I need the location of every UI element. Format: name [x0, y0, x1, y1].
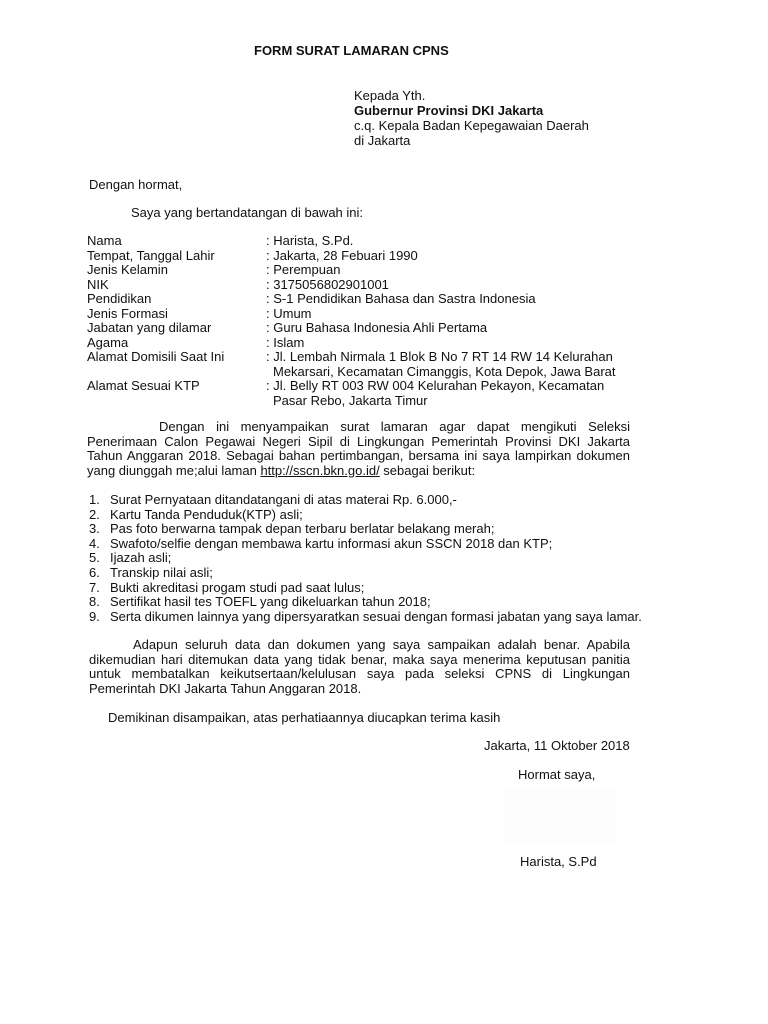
field-label: Jenis Formasi [87, 305, 168, 321]
list-item [89, 537, 642, 552]
list-text: Pas foto berwarna tampak depan terbaru berlatar belakang merah; [110, 521, 495, 537]
list-number: 2. [89, 506, 100, 522]
field-value: : Jakarta, 28 Febuari 1990 [266, 247, 418, 263]
field-value: : Guru Bahasa Indonesia Ahli Pertama [266, 320, 488, 335]
field-row [87, 263, 626, 278]
list-number: 4. [89, 535, 100, 551]
greeting: Dengan hormat, [89, 177, 183, 192]
signer-name: Harista, S.Pd [520, 854, 597, 869]
list-item [89, 522, 642, 537]
paragraph-text: sebagai berikut: [379, 462, 476, 478]
field-value: : 3175056802901001 [266, 276, 389, 292]
field-row [87, 321, 626, 336]
field-row [87, 350, 626, 379]
list-text: Swafoto/selfie dengan membawa kartu informasi akun SSCN 2018 dan KTP; [110, 535, 553, 551]
list-item [89, 610, 642, 625]
field-row [87, 278, 626, 293]
recipient-name: Gubernur Provinsi DKI Jakarta [354, 103, 544, 118]
intro-text: Saya yang bertandatangan di bawah ini: [131, 205, 364, 220]
closing-text: Demikinan disampaikan, atas perhatiaannya diucapkan terima kasih [108, 710, 501, 725]
field-label: Pendidikan [87, 291, 152, 306]
field-row [87, 379, 626, 408]
field-label: Nama [87, 233, 122, 248]
paragraph-text: Dengan ini menyampaikan surat lamaran agar dapat mengikuti Seleksi Penerimaan Calon Pegawai Negeri Sipil di Lingkungan Pemerintah Provinsi DKI Jakarta Tahun Anggaran 2018. Sebagai bahan pertimbangan, bersama ini saya lampirkan dokumen yang diunggah me;alui laman [87, 419, 630, 478]
field-row [87, 292, 626, 307]
field-value: : Harista, S.Pd. [266, 233, 354, 248]
list-item [89, 581, 642, 596]
recipient-line: di Jakarta [354, 133, 411, 148]
field-label: Jenis Kelamin [87, 262, 168, 277]
statement-paragraph [89, 638, 630, 696]
field-value-line: Mekarsari, Kecamatan Cimanggis, Kota Depok, Jawa Barat [273, 363, 616, 379]
field-value: : Umum [266, 305, 312, 321]
list-number: 1. [89, 492, 100, 507]
field-label: Jabatan yang dilamar [87, 320, 212, 335]
field-value [266, 350, 626, 379]
recipient-line: c.q. Kepala Badan Kepegawaian Daerah [354, 118, 589, 133]
list-item [89, 566, 642, 581]
applicant-fields [87, 234, 626, 408]
list-text: Transkip nilai asli; [110, 564, 213, 580]
field-value-line: Pasar Rebo, Jakarta Timur [273, 392, 428, 408]
list-text: Sertifikat hasil tes TOEFL yang dikeluarkan tahun 2018; [110, 594, 431, 610]
list-number: 9. [89, 608, 100, 624]
field-value-line: : Jl. Lembah Nirmala 1 Blok B No 7 RT 14 RW 14 Kelurahan [266, 349, 613, 364]
field-value [266, 379, 626, 408]
sign-off: Hormat saya, [518, 767, 596, 782]
paragraph-text: Adapun seluruh data dan dokumen yang saya sampaikan adalah benar. Apabila dikemudian hari ditemukan data yang tidak benar, maka saya menerima keputusan panitia untuk membatalkan keikutsertaan/kelulusan saya pada seleksi CPNS di Lingkungan Pemerintah DKI Jakarta Tahun Anggaran 2018. [89, 637, 630, 696]
list-text: Bukti akreditasi progam studi pad saat lulus; [110, 579, 365, 595]
field-label: Agama [87, 334, 129, 350]
list-text: Serta dikumen lainnya yang dipersyaratkan sesuai dengan formasi jabatan yang saya lamar. [110, 608, 642, 624]
application-paragraph [87, 420, 630, 478]
sscn-link[interactable]: http://sscn.bkn.go.id/ [260, 462, 380, 478]
list-text: Ijazah asli; [110, 550, 172, 566]
field-row [87, 234, 626, 249]
list-number: 8. [89, 594, 100, 610]
list-item [89, 595, 642, 610]
field-label: NIK [87, 276, 109, 292]
document-title: FORM SURAT LAMARAN CPNS [254, 43, 449, 58]
recipient-block [354, 89, 589, 149]
list-number: 5. [89, 550, 100, 566]
list-text: Surat Pernyataan ditandatangani di atas materai Rp. 6.000,- [110, 492, 457, 507]
field-row [87, 249, 626, 264]
field-label: Alamat Domisili Saat Ini [87, 349, 225, 364]
field-value: : S-1 Pendidikan Bahasa dan Sastra Indonesia [266, 291, 536, 306]
field-row [87, 307, 626, 322]
list-text: Kartu Tanda Penduduk(KTP) asli; [110, 506, 303, 522]
field-label: Alamat Sesuai KTP [87, 378, 200, 393]
list-item [89, 508, 642, 523]
field-value: : Perempuan [266, 262, 341, 277]
field-value: : Islam [266, 334, 305, 350]
list-number: 3. [89, 521, 100, 537]
list-number: 7. [89, 579, 100, 595]
place-date: Jakarta, 11 Oktober 2018 [484, 738, 630, 753]
recipient-line: Kepada Yth. [354, 88, 426, 103]
list-number: 6. [89, 564, 100, 580]
field-row [87, 336, 626, 351]
field-label: Tempat, Tanggal Lahir [87, 247, 215, 263]
signature-area [505, 790, 615, 845]
list-item [89, 551, 642, 566]
document-list [89, 493, 642, 624]
field-value-line: : Jl. Belly RT 003 RW 004 Kelurahan Pekayon, Kecamatan [266, 378, 605, 393]
list-item [89, 493, 642, 508]
